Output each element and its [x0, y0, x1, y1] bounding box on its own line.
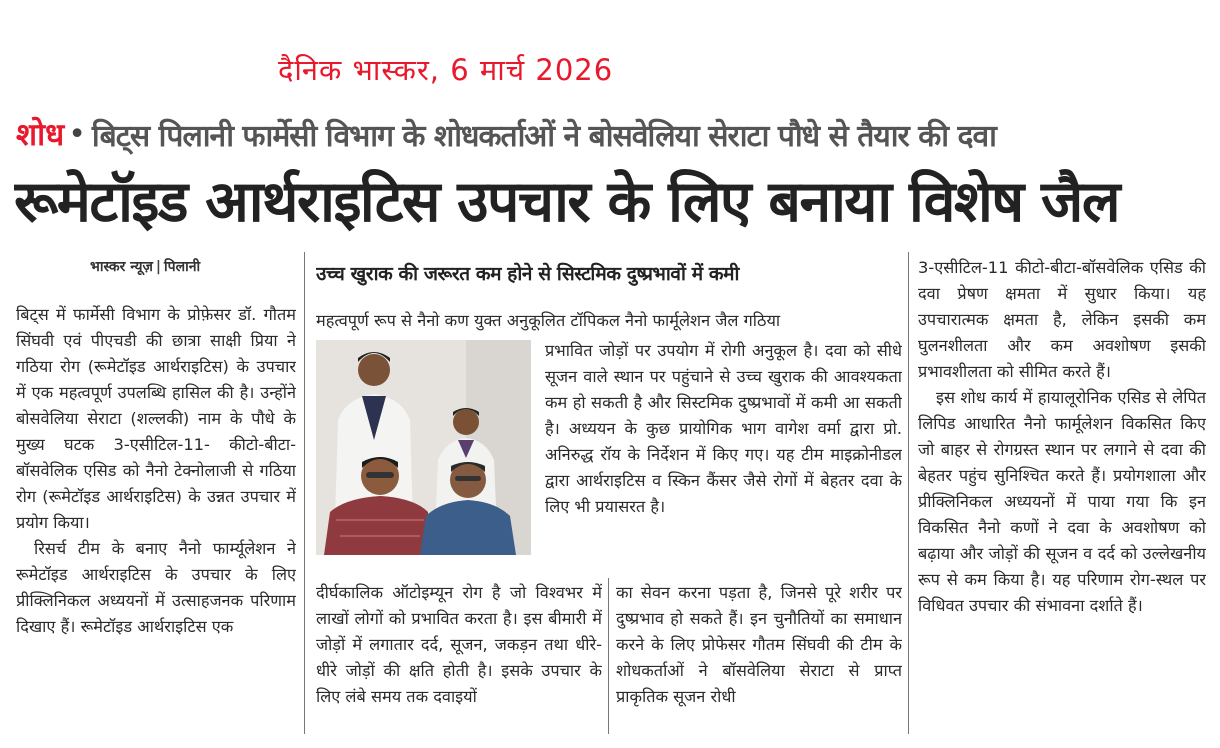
kicker-tag: शोध	[16, 117, 65, 153]
team-photo	[316, 340, 531, 555]
column-1-paragraph-1: बिट्स में फार्मेसी विभाग के प्रोफ़ेसर डॉ. गौतम सिंघवी एवं पीएचडी की छात्रा साक्षी प्रिया ने गठिया रोग (रूमेटॉइड आर्थराइटिस) के उपचार में एक महत्वपूर्ण उपलब्धि हासिल की है। उन्होंने बोसवेलिया सेराटा (शल्लकी) नाम के पौधे के मुख्य घटक 3-एसीटिल-11- कीटो-बीटा-बॉसवेलिक एसिड को नैनो टेक्नोलाजी से गठिया रोग (रूमेटॉइड आर्थराइटिस) के उन्नत उपचार में प्रयोग किया।	[16, 305, 296, 532]
center-side-text: प्रभावित जोड़ों पर उपयोग में रोगी अनुकूल है। दवा को सीधे सूजन वाले स्थान पर पहुंचाने से उच्च खुराक की आवश्यकता कम हो सकती है और सिस्टमिक दुष्प्रभावों में कमी आ सकती है। अध्ययन के कुछ प्रायोगिक भाग वागेश वर्मा द्वारा प्रो. अनिरुद्ध रॉय के निर्देशन में किए गए। यह टीम माइक्रोनीडल द्वारा आर्थराइटिस व स्किन कैंसर जैसे रोगों में बेहतर दवा के लिए भी प्रयासरत है।	[545, 341, 902, 516]
kicker-line	[16, 112, 1206, 156]
column-4	[918, 255, 1206, 735]
column-1-paragraph-2: रिसर्च टीम के बनाए नैनो फार्म्यूलेशन ने रूमेटॉइड आर्थराइटिस के उपचार के लिए प्रीक्लिनिकल अध्ययनों में उत्साहजनक परिणाम दिखाए हैं। रूमेटॉइड आर्थराइटिस एक	[16, 539, 296, 636]
column-3: का सेवन करना पड़ता है, जिनसे पूरे शरीर पर दुष्प्रभाव हो सकते हैं। इन चुनौतियों का समाधान करने के लिए प्रोफेसर गौतम सिंघवी की टीम के शोधकर्ताओं ने बॉसवेलिया सेराटा से प्राप्त प्राकृतिक सूजन रोधी	[616, 583, 902, 706]
dateline: दैनिक भास्कर, 6 मार्च 2026	[278, 53, 614, 87]
column-4-paragraph-1: 3-एसीटिल-11 कीटो-बीटा-बॉसवेलिक एसिड की दवा प्रेषण क्षमता में सुधार किया। यह उपचारात्मक क्षमता है, लेकिन इसकी कम घुलनशीलता और कम अवशोषण इसकी प्रभावशीलता को सीमित करते हैं।	[918, 258, 1206, 381]
byline	[90, 257, 300, 276]
byline-separator: |	[155, 259, 162, 275]
kicker-bullet: •	[68, 116, 86, 152]
column-1	[16, 302, 296, 734]
center-lead: महत्वपूर्ण रूप से नैनो कण युक्त अनुकूलित टॉपिकल नैनो फार्मूलेशन जैल गठिया	[316, 311, 781, 330]
column-rule	[304, 252, 305, 734]
byline-place: पिलानी	[164, 259, 201, 275]
column-4-paragraph-2: इस शोध कार्य में हायालूरोनिक एसिड से लेपित लिपिड आधारित नैनो फार्मूलेशन विकसित किए जो बाहर से रोगग्रस्त स्थान पर लगाने से दवा की बेहतर पहुंच सुनिश्चित करते हैं। प्रयोगशाला और प्रीक्लिनिकल अध्ययनों में पाया गया कि इन विकसित नैनो कणों ने दवा के अवशोषण को बढ़ाया और जोड़ों की सूजन व दर्द को उल्लेखनीय रूप से कम किया है। यह परिणाम रोग-स्थल पर विधिवत उपचार की संभावना दर्शाते हैं।	[918, 388, 1206, 615]
team-photo-illustration	[316, 340, 531, 555]
headline: रूमेटॉइड आर्थराइटिस उपचार के लिए बनाया विशेष जैल	[14, 169, 1119, 235]
column-2: दीर्घकालिक ऑटोइम्यून रोग है जो विश्वभर में लाखों लोगों को प्रभावित करता है। इस बीमारी में जोड़ों में लगातार दर्द, सूजन, जकड़न तथा धीरे-धीरे जोड़ों की क्षति होती है। इसके उपचार के लिए लंबे समय तक दवाइयों	[316, 583, 602, 706]
byline-source: भास्कर न्यूज़	[90, 259, 153, 275]
kicker-text: बिट्स पिलानी फार्मेसी विभाग के शोधकर्ताओं ने बोसवेलिया सेराटा पौधे से तैयार की दवा	[91, 118, 996, 154]
column-rule	[908, 252, 909, 734]
column-rule	[608, 578, 609, 734]
subheadline: उच्च खुराक की जरूरत कम होने से सिस्टमिक दुष्प्रभावों में कमी	[316, 263, 739, 285]
